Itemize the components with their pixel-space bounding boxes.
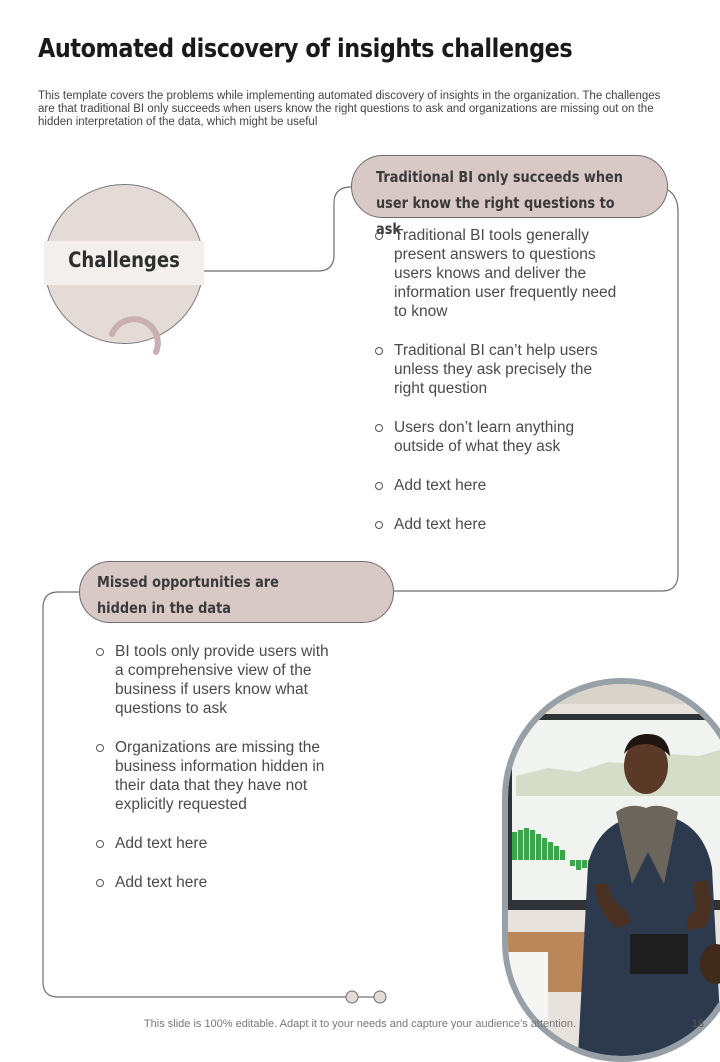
laptop <box>630 934 688 974</box>
list-item: Add text here <box>375 515 620 534</box>
list-item: Add text here <box>96 873 336 892</box>
page-title: Automated discovery of insights challenges <box>38 34 573 64</box>
list-item: Users don’t learn anything outside of what they ask <box>375 418 620 456</box>
challenge-2-title-line-1: Missed opportunities are <box>97 573 279 591</box>
challenge-1-bullet-list <box>375 226 620 554</box>
list-item: Traditional BI can’t help users unless they ask precisely the right question <box>375 341 620 398</box>
challenges-hub-label: Challenges <box>68 248 180 272</box>
hub-ring-accent <box>112 319 158 352</box>
challenge-2-title-line-2: hidden in the data <box>97 599 231 617</box>
challenge-1-title-line-1: Traditional BI only succeeds when <box>376 168 623 186</box>
list-item: BI tools only provide users with a comprehensive view of the business if users know what questions to ask <box>96 642 336 718</box>
footer-note: This slide is 100% editable. Adapt it to your needs and capture your audience’s attention. <box>143 1018 577 1030</box>
list-item: Organizations are missing the business information hidden in their data that they have not explicitly requested <box>96 738 336 814</box>
page-subtitle: This template covers the problems while implementing automated discovery of insights in the organization. The challenges are that traditional BI only succeeds when users know the right questions to ask and organizations are missing out on the hidden interpretation of the data, which might be useful <box>38 90 661 128</box>
challenge-2-title-pill <box>79 561 394 623</box>
list-item: Add text here <box>96 834 336 853</box>
challenge-1-title-pill <box>351 155 668 238</box>
presenter-illustration <box>508 684 720 1056</box>
list-item: Traditional BI tools generally present answers to questions users knows and deliver the information user frequently need to know <box>375 226 620 321</box>
challenge-2-bullet-list <box>96 642 336 912</box>
list-item: Add text here <box>375 476 620 495</box>
page-number: 18 <box>691 1018 704 1030</box>
challenge-1-title-line-2: user know the right questions to ask <box>376 194 615 238</box>
presenter-photo <box>502 678 720 1062</box>
